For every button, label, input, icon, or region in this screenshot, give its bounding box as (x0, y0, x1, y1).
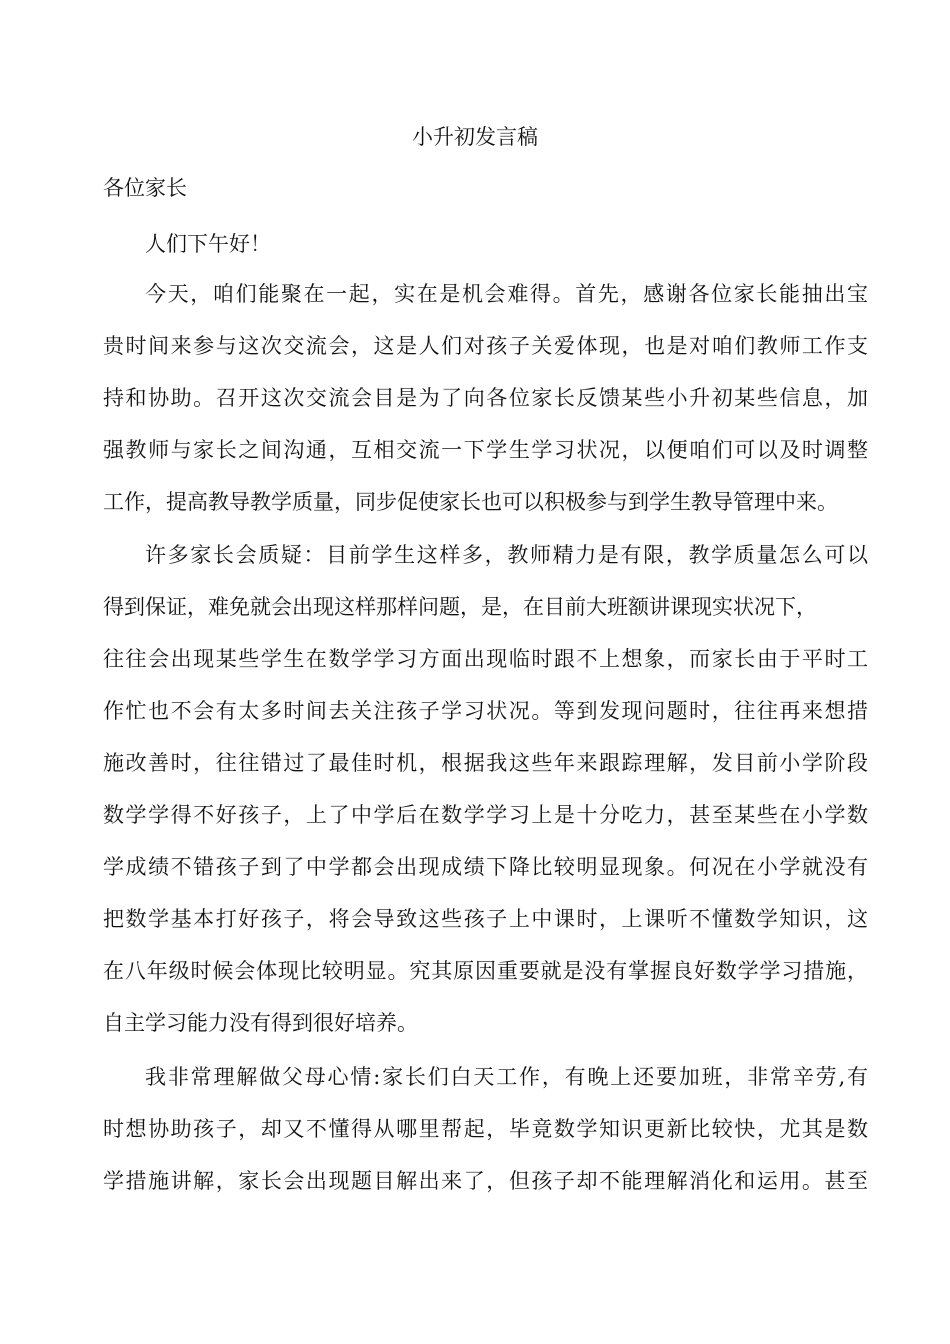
paragraph-line: 工作，提高教导教学质量，同步促使家长也可以积极参与到学生教导管理中来。 (103, 490, 838, 514)
paragraph-line: 在八年级时候会体现比较明显。究其原因重要就是没有掌握良好数学学习措施， (103, 959, 868, 983)
paragraph-line: 往往会出现某些学生在数学学习方面出现临时跟不上想象，而家长由于平时工 (103, 647, 868, 671)
paragraph-line: 今天，咱们能聚在一起，实在是机会难得。首先，感谢各位家长能抽出宝 (145, 282, 868, 306)
document-title: 小升初发言稿 (412, 125, 538, 149)
paragraph-line: 学成绩不错孩子到了中学都会出现成绩下降比较明显现象。何况在小学就没有 (103, 855, 868, 879)
paragraph-line: 许多家长会质疑：目前学生这样多，教师精力是有限，教学质量怎么可以 (145, 543, 868, 567)
paragraph-line: 把数学基本打好孩子，将会导致这些孩子上中课时，上课听不懂数学知识，这 (103, 907, 868, 931)
paragraph-line: 贵时间来参与这次交流会，这是人们对孩子关爱体现，也是对咱们教师工作支 (103, 334, 868, 358)
paragraph-line: 数学学得不好孩子，上了中学后在数学学习上是十分吃力，甚至某些在小学数 (103, 803, 868, 827)
paragraph-line: 得到保证，难免就会出现这样那样问题，是，在目前大班额讲课现实状况下， (103, 595, 817, 619)
paragraph-line: 学措施讲解，家长会出现题目解出来了，但孩子却不能理解消化和运用。甚至 (103, 1169, 868, 1193)
paragraph-line: 自主学习能力没有得到很好培养。 (103, 1011, 418, 1035)
paragraph-line: 时想协助孩子，却又不懂得从哪里帮起，毕竟数学知识更新比较快，尤其是数 (103, 1117, 868, 1141)
salutation: 各位家长 (103, 176, 187, 200)
paragraph-line: 强教师与家长之间沟通，互相交流一下学生学习状况，以便咱们可以及时调整 (103, 438, 868, 462)
paragraph-line: 持和协助。召开这次交流会目是为了向各位家长反馈某些小升初某些信息，加 (103, 386, 868, 410)
paragraph-line: 施改善时，往往错过了最佳时机，根据我这些年来跟踪理解，发目前小学阶段 (103, 751, 868, 775)
paragraph-line: 我非常理解做父母心情:家长们白天工作，有晚上还要加班，非常辛劳,有 (145, 1065, 868, 1089)
paragraph-line: 人们下午好！ (145, 232, 271, 256)
paragraph-line: 作忙也不会有太多时间去关注孩子学习状况。等到发现问题时，往往再来想措 (103, 699, 868, 723)
